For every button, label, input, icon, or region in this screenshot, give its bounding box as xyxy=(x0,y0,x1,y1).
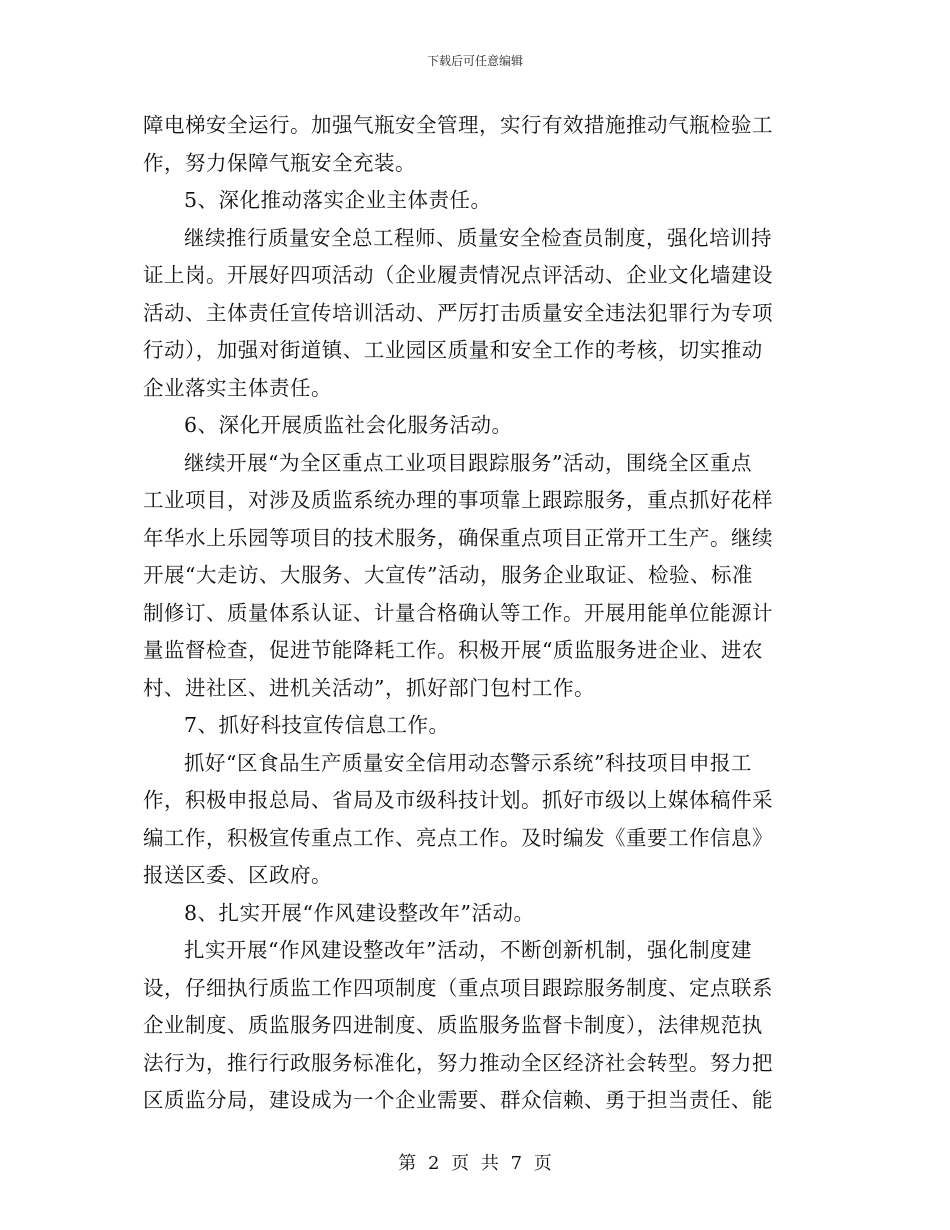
text-line: 抓好“区食品生产质量安全信用动态警示系统”科技项目申报工 xyxy=(184,750,752,775)
text-line: 报送区委、区政府。 xyxy=(143,863,332,887)
text-line: 企业落实主体责任。 xyxy=(143,375,332,400)
section-heading: 6、深化开展质监社会化服务活动。 xyxy=(184,413,513,437)
text-line: 量监督检查，促进节能降耗工作。积极开展“质监服务进企业、进农 xyxy=(143,638,763,662)
text-line: 设，仔细执行质监工作四项制度（重点项目跟踪服务制度、定点联系 xyxy=(143,975,773,1000)
text-line: 区质监分局，建设成为一个企业需要、群众信赖、勇于担当责任、能 xyxy=(143,1088,773,1112)
text-line: 年华水上乐园等项目的技术服务，确保重点项目正常开工生产。继续 xyxy=(143,525,773,550)
text-line: 继续开展“为全区重点工业项目跟踪服务”活动，围绕全区重点 xyxy=(184,450,752,475)
text-line: 障电梯安全运行。加强气瓶安全管理，实行有效措施推动气瓶检验工 xyxy=(143,113,773,137)
document-body xyxy=(143,107,808,1120)
text-line: 活动、主体责任宣传培训活动、严厉打击质量安全违法犯罪行为专项 xyxy=(143,300,773,325)
text-line: 企业制度、质监服务四进制度、质监服务监督卡制度），法律规范执 xyxy=(143,1013,763,1037)
text-line: 作，积极申报总局、省局及市级科技计划。抓好市级以上媒体稿件采 xyxy=(143,788,773,812)
text-line: 行动），加强对街道镇、工业园区质量和安全工作的考核，切实推动 xyxy=(143,338,763,362)
text-line: 工业项目，对涉及质监系统办理的事项靠上跟踪服务，重点抓好花样 xyxy=(143,488,773,512)
page-header: 下载后可任意编辑 xyxy=(426,54,523,68)
text-line: 编工作，积极宣传重点工作、亮点工作。及时编发《重要工作信息》 xyxy=(143,825,773,850)
page-number: 第 2 页 共 7 页 xyxy=(398,1153,552,1174)
text-line: 村、进社区、进机关活动”，抓好部门包村工作。 xyxy=(143,675,595,700)
text-line: 扎实开展“作风建设整改年”活动，不断创新机制，强化制度建 xyxy=(184,938,752,962)
text-line: 法行为，推行行政服务标准化，努力推动全区经济社会转型。努力把 xyxy=(143,1050,773,1075)
text-line: 开展“大走访、大服务、大宣传”活动，服务企业取证、检验、标准 xyxy=(143,563,753,587)
section-heading: 5、深化推动落实企业主体责任。 xyxy=(184,188,492,212)
text-line: 继续推行质量安全总工程师、质量安全检查员制度，强化培训持 xyxy=(184,225,772,250)
section-heading: 8、扎实开展“作风建设整改年”活动。 xyxy=(184,900,535,925)
text-line: 证上岗。开展好四项活动（企业履责情况点评活动、企业文化墙建设 xyxy=(143,263,773,287)
text-line: 制修订、质量体系认证、计量合格确认等工作。开展用能单位能源计 xyxy=(143,600,773,625)
section-heading: 7、抓好科技宣传信息工作。 xyxy=(184,713,450,737)
text-line: 作，努力保障气瓶安全充装。 xyxy=(143,150,416,175)
